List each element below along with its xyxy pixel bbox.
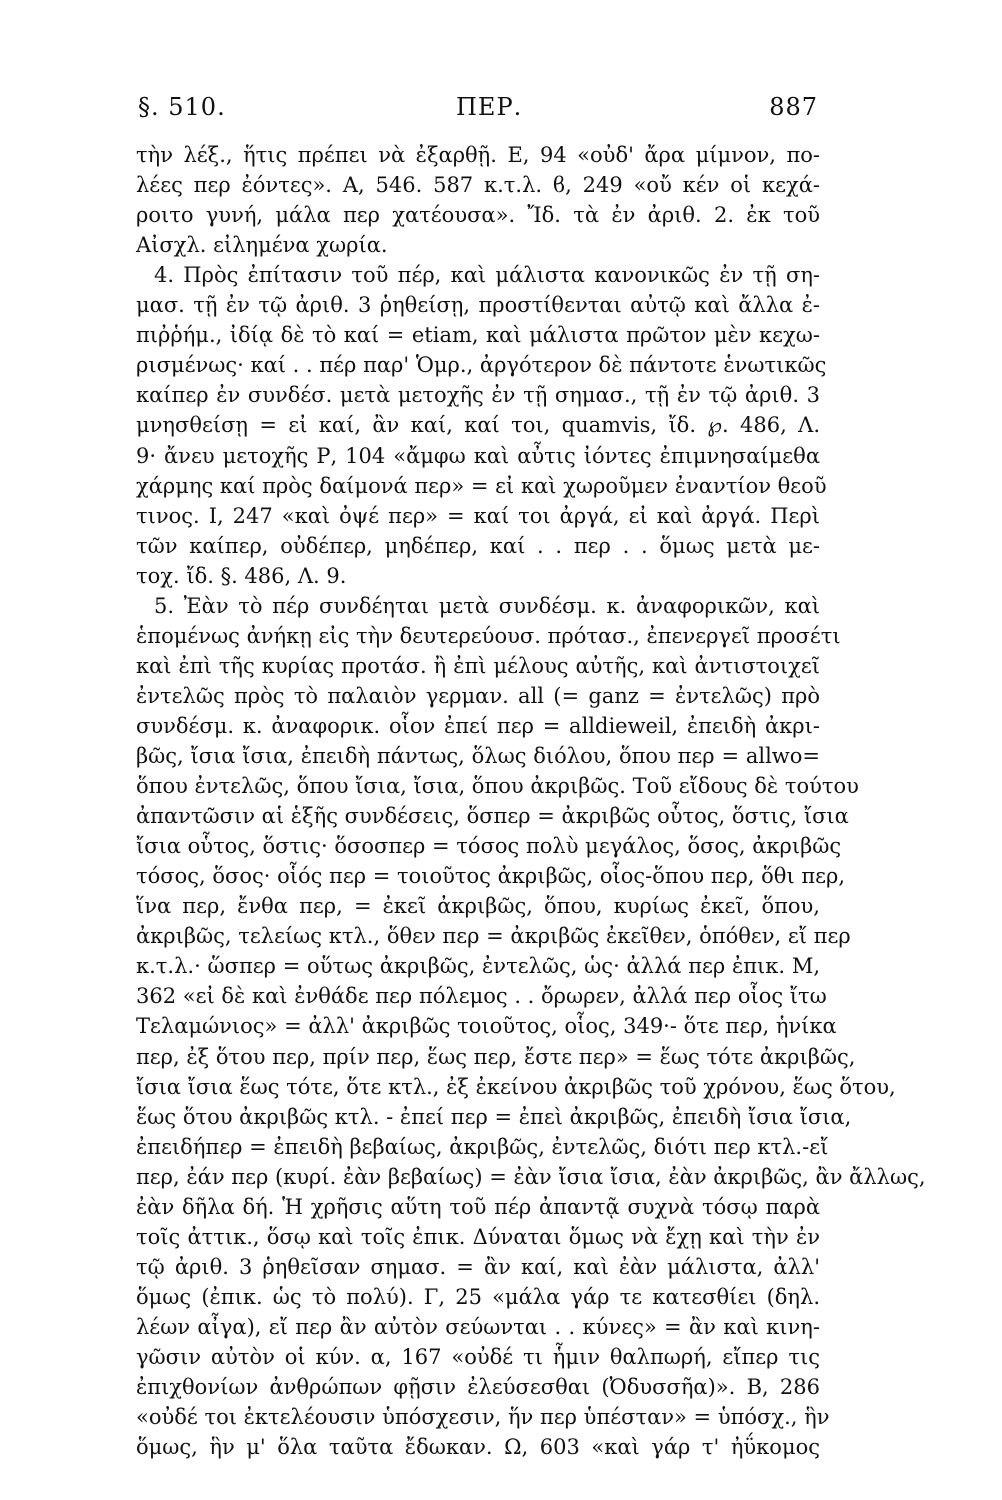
section-number: §. 510.	[138, 93, 226, 121]
text-line: Αἰσχλ. εἰλημένα χωρία.	[136, 233, 388, 258]
text-line: ἀκριβῶς, τελείως κτλ., ὅθεν περ = ἀκριβῶς ἐκεῖθεν, ὁπόθεν, εἴ περ	[136, 924, 851, 949]
text-line: καίπερ ἐν συνδέσ. μετὰ μετοχῆς ἐν τῇ σημασ., τῇ ἐν τῷ ἀριθ. 3	[136, 383, 820, 408]
text-line: τὴν λέξ., ἥτις πρέπει νὰ ἐξαρθῇ. Ε, 94 «οὐδ' ἄρα μίμνον, πο-	[136, 143, 820, 167]
text-line: 362 «εἰ δὲ καὶ ἐνθάδε περ πόλεμος . . ὄρωρεν, ἀλλά περ οἷος ἴτω	[136, 984, 827, 1009]
text-line: ἐπειδήπερ = ἐπειδὴ βεβαίως, ἀκριβῶς, ἐντελῶς, διότι περ κτλ.-εἴ	[136, 1134, 829, 1159]
text-line: ἴσια ἴσια ἕως τότε, ὅτε κτλ., ἐξ ἐκείνου ἀκριβῶς τοῦ χρόνου, ἕως ὅτου,	[136, 1074, 896, 1099]
text-line: μνησθείσῃ = εἰ καί, ἂν καί, καί τοι, quamvis, ἴδ. ℘. 486, Λ.	[136, 413, 820, 438]
text-line: ρισμένως· καί . . πέρ παρ' Ὁμρ., ἀργότερον δὲ πάντοτε ἑνωτικῶς	[136, 353, 827, 378]
text-line: βῶς, ἴσια ἴσια, ἐπειδὴ πάντως, ὅλως διόλου, ὅπου περ = allwo=	[136, 744, 820, 768]
text-line: συνδέσμ. κ. ἀναφορικ. οἷον ἐπεί περ = alldieweil, ἐπειδὴ ἀκρι-	[136, 713, 820, 738]
text-line: ἐπιχθονίων ἀνθρώπων φῇσιν ἐλεύσεσθαι (Ὀδυσσῆα)». Β, 286	[136, 1375, 820, 1400]
text-line: τοῖς ἀττικ., ὅσῳ καὶ τοῖς ἐπικ. Δύναται ὅμως νὰ ἔχῃ καὶ τὴν ἐν	[136, 1224, 820, 1249]
text-line: καὶ ἐπὶ τῆς κυρίας προτάσ. ἢ ἐπὶ μέλους αὐτῆς, καὶ ἀντιστοιχεῖ	[136, 653, 820, 678]
text-line: 5. Ἐὰν τὸ πέρ συνδέηται μετὰ συνδέσμ. κ. ἀναφορικῶν, καὶ	[154, 593, 820, 618]
text-line: «οὐδέ τοι ἐκτελέουσιν ὑπόσχεσιν, ἥν περ ὑπέσταν» = ὑπόσχ., ἣν	[136, 1405, 830, 1430]
text-line: λέες περ ἐόντες». Α, 546. 587 κ.τ.λ. ϐ, 249 «οὔ κέν οἱ κεχά-	[136, 173, 820, 198]
text-line: μασ. τῇ ἐν τῷ ἀριθ. 3 ῥηθείσῃ, προστίθενται αὐτῷ καὶ ἄλλα ἐ-	[136, 293, 820, 318]
text-line: περ, ἐξ ὅτου περ, πρίν περ, ἕως περ, ἔστε περ» = ἕως τότε ἀκριβῶς,	[136, 1044, 856, 1069]
page-number: 887	[769, 93, 818, 121]
running-title: ΠΕΡ.	[456, 93, 523, 121]
text-line: ροιτο γυνή, μάλα περ χατέουσα». Ἴδ. τὰ ἐν ἀριθ. 2. ἐκ τοῦ	[136, 203, 820, 228]
text-line: περ, ἐάν περ (κυρί. ἐὰν βεβαίως) = ἐὰν ἴσια ἴσια, ἐὰν ἀκριβῶς, ἂν ἄλλως,	[136, 1164, 926, 1189]
text-line: ὅμως, ἣν μ' ὅλα ταῦτα ἔδωκαν. Ω, 603 «καὶ γάρ τ' ἠΰκομος	[136, 1435, 820, 1460]
text-line: ἵνα περ, ἔνθα περ, = ἐκεῖ ἀκριβῶς, ὅπου, κυρίως ἐκεῖ, ὅπου,	[136, 894, 820, 919]
text-line: λέων αἶγα), εἴ περ ἂν αὐτὸν σεύωνται . . κύνες» = ἂν καὶ κινη-	[136, 1314, 820, 1339]
text-line: 9· ἄνευ μετοχῆς Ρ, 104 «ἄμφω καὶ αὖτις ἰόντες ἐπιμνησαίμεθα	[136, 443, 820, 468]
text-line: ἕως ὅτου ἀκριβῶς κτλ. - ἐπεί περ = ἐπεὶ ἀκριβῶς, ἐπειδὴ ἴσια ἴσια,	[136, 1104, 852, 1129]
text-line: 4. Πρὸς ἐπίτασιν τοῦ πέρ, καὶ μάλιστα κανονικῶς ἐν τῇ ση-	[154, 263, 820, 288]
text-line: Τελαμώνιος» = ἀλλ' ἀκριβῶς τοιοῦτος, οἷος, 349·- ὅτε περ, ἡνίκα	[136, 1014, 837, 1039]
text-line: τῶν καίπερ, οὐδέπερ, μηδέπερ, καί . . περ . . ὅμως μετὰ με-	[136, 533, 820, 558]
text-line: πιῤῥήμ., ἰδίᾳ δὲ τὸ καί = etiam, καὶ μάλιστα πρῶτον μὲν κεχω-	[136, 323, 820, 348]
text-line: τῷ ἀριθ. 3 ῥηθεῖσαν σημασ. = ἂν καί, καὶ ἐὰν μάλιστα, ἀλλ'	[136, 1254, 820, 1279]
running-header	[138, 92, 818, 126]
text-line: ἴσια οὗτος, ὅστις· ὅσοσπερ = τόσος πολὺ μεγάλος, ὅσος, ἀκριβῶς	[136, 834, 842, 859]
text-line: ὅμως (ἐπικ. ὡς τὸ πολύ). Γ, 25 «μάλα γάρ τε κατεσθίει (δηλ.	[136, 1284, 820, 1309]
text-line: χάρμης καί πρὸς δαίμονά περ» = εἰ καὶ χωροῦμεν ἐναντίον θεοῦ	[136, 473, 827, 498]
text-line: ἑπομένως ἀνήκῃ εἰς τὴν δευτερεύουσ. πρότασ., ἐπενεργεῖ προσέτι	[136, 623, 841, 648]
text-line: τινος. Ι, 247 «καὶ ὀψέ περ» = καί τοι ἀργά, εἰ καὶ ἀργά. Περὶ	[136, 503, 820, 528]
text-line: ἀπαντῶσιν αἱ ἑξῆς συνδέσεις, ὅσπερ = ἀκριβῶς οὗτος, ὅστις, ἴσια	[136, 804, 849, 829]
text-line: ὅπου ἐντελῶς, ὅπου ἴσια, ἴσια, ὅπου ἀκριβῶς. Τοῦ εἴδους δὲ τούτου	[136, 774, 859, 799]
text-line: γῶσιν αὐτὸν οἱ κύν. α, 167 «οὐδέ τι ἧμιν θαλπωρή, εἴπερ τις	[136, 1345, 820, 1369]
text-line: ἐὰν δῆλα δή. Ἡ χρῆσις αὕτη τοῦ πέρ ἀπαντᾷ συχνὰ τόσῳ παρὰ	[136, 1194, 820, 1219]
text-line: τόσος, ὅσος· οἷός περ = τοιοῦτος ἀκριβῶς, οἷος-ὅπου περ, ὅθι περ,	[136, 864, 846, 889]
text-line: κ.τ.λ.· ὥσπερ = οὕτως ἀκριβῶς, ἐντελῶς, ὡς· ἀλλά περ ἐπικ. Μ,	[136, 954, 820, 979]
text-line: τοχ. ἴδ. §. 486, Λ. 9.	[136, 563, 347, 588]
text-line: ἐντελῶς πρὸς τὸ παλαιὸν γερμαν. all (= ganz = ἐντελῶς) πρὸ	[136, 683, 820, 708]
